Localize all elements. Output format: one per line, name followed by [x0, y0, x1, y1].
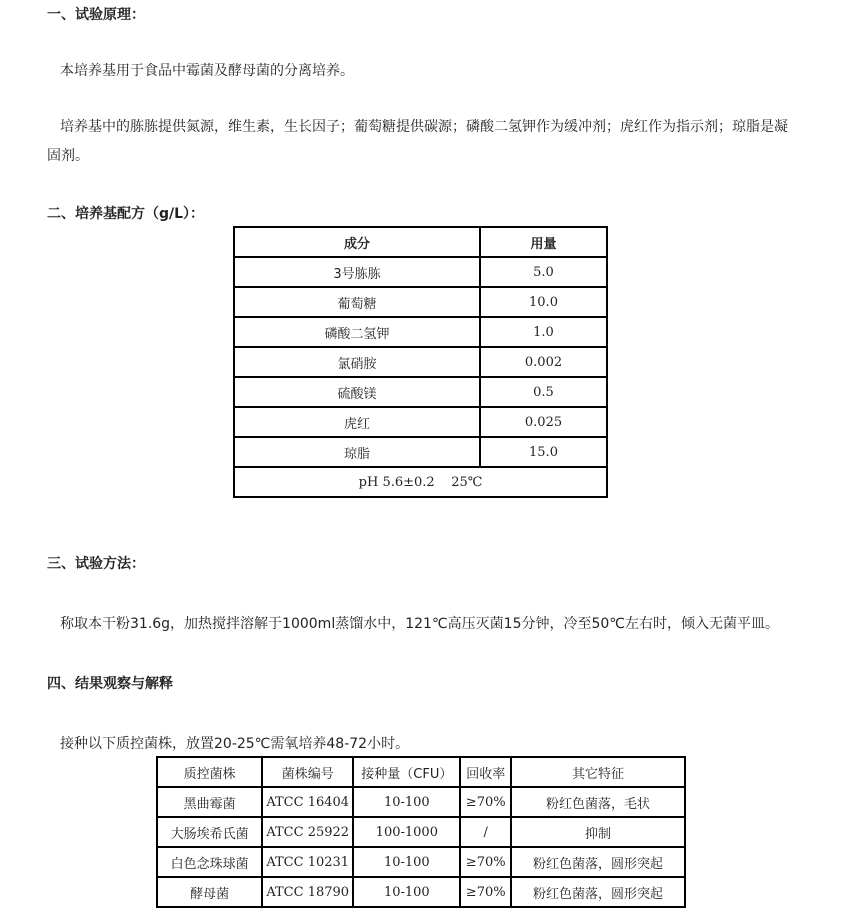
- section1-para2-line2: 固剂。: [47, 148, 89, 164]
- section3-heading: 三、试验方法：: [47, 556, 145, 572]
- amount-cell: 1.0: [480, 317, 607, 347]
- strain-cell: 大肠埃希氏菌: [157, 817, 262, 847]
- strain-id-cell: ATCC 10231: [262, 847, 353, 877]
- formula-header-ingredient: 成分: [234, 227, 480, 257]
- table-row: [234, 257, 607, 287]
- ingredient-cell: 琼脂: [234, 437, 480, 467]
- qc-header-recovery: 回收率: [460, 757, 511, 787]
- qc-header-strain: 质控菌株: [157, 757, 262, 787]
- inoculum-cell: 10-100: [353, 847, 460, 877]
- amount-cell: 0.025: [480, 407, 607, 437]
- section4-heading: 四、结果观察与解释: [47, 676, 173, 692]
- formula-table: [233, 226, 608, 498]
- inoculum-cell: 10-100: [353, 877, 460, 907]
- strain-id-cell: ATCC 18790: [262, 877, 353, 907]
- strain-cell: 黑曲霉菌: [157, 787, 262, 817]
- features-cell: 粉红色菌落，圆形突起: [511, 847, 685, 877]
- qc-table-header-row: [157, 757, 685, 787]
- ingredient-cell: 硫酸镁: [234, 377, 480, 407]
- strain-cell: 酵母菌: [157, 877, 262, 907]
- recovery-cell: ≥70%: [460, 877, 511, 907]
- section2-heading: 二、培养基配方（g/L）：: [47, 206, 205, 222]
- formula-footer-row: [234, 467, 607, 497]
- ingredient-cell: 磷酸二氢钾: [234, 317, 480, 347]
- table-row: [157, 847, 685, 877]
- ingredient-cell: 虎红: [234, 407, 480, 437]
- recovery-cell: ≥70%: [460, 847, 511, 877]
- amount-cell: 5.0: [480, 257, 607, 287]
- section1-para2-line1: 培养基中的胨胨提供氮源，维生素，生长因子；葡萄糖提供碳源；磷酸二氢钾作为缓冲剂；虎红作为指示剂；琼脂是凝: [60, 119, 788, 135]
- qc-header-features: 其它特征: [511, 757, 685, 787]
- ingredient-cell: 氯硝胺: [234, 347, 480, 377]
- amount-cell: 0.002: [480, 347, 607, 377]
- table-row: [234, 317, 607, 347]
- amount-cell: 0.5: [480, 377, 607, 407]
- table-row: [157, 817, 685, 847]
- amount-cell: 10.0: [480, 287, 607, 317]
- ingredient-cell: 葡萄糖: [234, 287, 480, 317]
- strain-cell: 白色念珠球菌: [157, 847, 262, 877]
- strain-id-cell: ATCC 16404: [262, 787, 353, 817]
- formula-header-amount: 用量: [480, 227, 607, 257]
- table-row: [234, 287, 607, 317]
- ph-temperature-cell: pH 5.6±0.2 25℃: [234, 467, 607, 497]
- features-cell: 抑制: [511, 817, 685, 847]
- inoculum-cell: 100-1000: [353, 817, 460, 847]
- table-row: [157, 877, 685, 907]
- table-row: [234, 347, 607, 377]
- recovery-cell: ≥70%: [460, 787, 511, 817]
- formula-table-header-row: [234, 227, 607, 257]
- section1-heading: 一、试验原理：: [47, 7, 145, 23]
- section4-para: 接种以下质控菌株，放置20-25℃需氧培养48-72小时。: [60, 736, 410, 752]
- amount-cell: 15.0: [480, 437, 607, 467]
- section1-para1: 本培养基用于食品中霉菌及酵母菌的分离培养。: [60, 63, 354, 79]
- inoculum-cell: 10-100: [353, 787, 460, 817]
- qc-header-id: 菌株编号: [262, 757, 353, 787]
- section3-para: 称取本干粉31.6g，加热搅拌溶解于1000ml蒸馏水中，121℃高压灭菌15分钟，冷至50℃左右时，倾入无菌平皿。: [60, 616, 780, 632]
- table-row: [234, 437, 607, 467]
- strain-id-cell: ATCC 25922: [262, 817, 353, 847]
- features-cell: 粉红色菌落，圆形突起: [511, 877, 685, 907]
- table-row: [157, 787, 685, 817]
- table-row: [234, 407, 607, 437]
- ingredient-cell: 3号胨胨: [234, 257, 480, 287]
- qc-strain-table: [156, 756, 686, 908]
- recovery-cell: /: [460, 817, 511, 847]
- qc-header-inoculum: 接种量（CFU）: [353, 757, 460, 787]
- table-row: [234, 377, 607, 407]
- features-cell: 粉红色菌落，毛状: [511, 787, 685, 817]
